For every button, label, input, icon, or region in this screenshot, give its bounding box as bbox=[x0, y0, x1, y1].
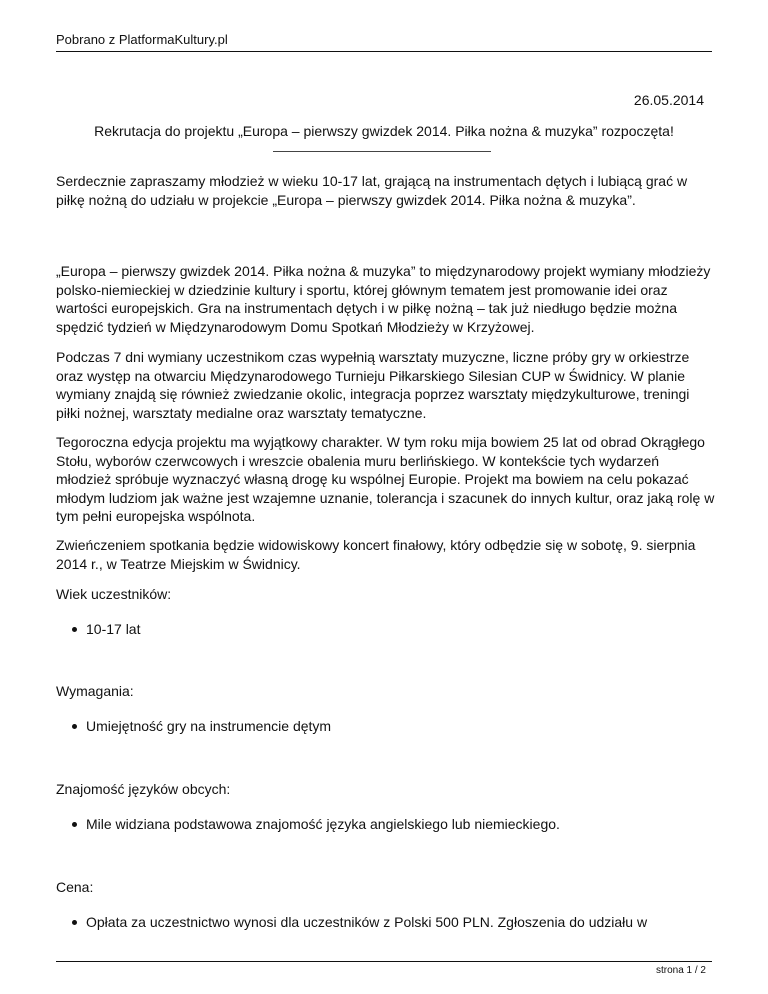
section-heading-price: Cena: bbox=[56, 879, 94, 895]
section-heading-requirements: Wymagania: bbox=[56, 683, 134, 699]
footer-divider bbox=[56, 961, 712, 962]
section-heading-age: Wiek uczestników: bbox=[56, 586, 172, 602]
title-divider bbox=[273, 151, 491, 152]
paragraph-edition: Tegoroczna edycja projektu ma wyjątkowy charakter. W tym roku mija bowiem 25 lat od obrad Okrągłego Stołu, wyborów czerwcowych i wreszcie obalenia muru berlińskiego. W kontekście tych wydarzeń młodzież spróbuje wyznaczyć własną drogę ku wspólnej Europie. Projekt ma bowiem na celu pokazać młodym ludziom jak ważne jest wzajemne uznanie, tolerancja i szacunek do innych kultur, oraz jaką rolę w tym pełni europejska wspólnota. bbox=[56, 434, 715, 524]
list-item-text: Mile widziana podstawowa znajomość języka angielskiego lub niemieckiego. bbox=[86, 816, 560, 832]
paragraph-program: Podczas 7 dni wymiany uczestnikom czas wypełnią warsztaty muzyczne, liczne próby gry w orkiestrze oraz występ na otwarciu Międzynarodowego Turnieju Piłkarskiego Silesian CUP w Świdnicy. W planie wymiany znajdą się również zwiedzanie okolic, integracja poprzez warsztaty międzykulturowe, treningi piłki nożnej, warsztaty medialne oraz warsztaty tematyczne. bbox=[56, 349, 690, 421]
paragraph-concert: Zwieńczeniem spotkania będzie widowiskowy koncert finałowy, który odbędzie się w sobotę, 9. sierpnia 2014 r., w Teatrze Miejskim w Świdnicy. bbox=[56, 537, 696, 572]
bullet-icon bbox=[72, 822, 77, 827]
bullet-icon bbox=[72, 920, 77, 925]
article-title: Rekrutacja do projektu „Europa – pierwszy gwizdek 2014. Piłka nożna & muzyka” rozpoczęta! bbox=[94, 123, 674, 139]
header-divider bbox=[56, 51, 712, 52]
list-item-text: Opłata za uczestnictwo wynosi dla uczestników z Polski 500 PLN. Zgłoszenia do udziału w bbox=[86, 914, 648, 930]
article-date: 26.05.2014 bbox=[633, 92, 704, 108]
bullet-icon bbox=[72, 724, 77, 729]
section-heading-languages: Znajomość języków obcych: bbox=[56, 781, 231, 797]
source-header: Pobrano z PlatformaKultury.pl bbox=[56, 32, 228, 47]
list-item-text: Umiejętność gry na instrumencie dętym bbox=[86, 718, 332, 734]
paragraph-intro: Serdecznie zapraszamy młodzież w wieku 10-17 lat, grającą na instrumentach dętych i lubiącą grać w piłkę nożną do udziału w projekcie „Europa – pierwszy gwizdek 2014. Piłka nożna & muzyka”. bbox=[56, 173, 688, 208]
paragraph-about: „Europa – pierwszy gwizdek 2014. Piłka nożna & muzyka” to międzynarodowy projekt wymiany młodzieży polsko-niemieckiej w dziedzinie kultury i sportu, której głównym tematem jest promowanie idei oraz wartości europejskich. Gra na instrumentach dętych i w piłkę nożną – tak już niedługo będzie można spędzić tydzień w Międzynarodowym Domu Spotkań Młodzieży w Krzyżowej. bbox=[56, 263, 711, 335]
page-number: strona 1 / 2 bbox=[655, 965, 706, 976]
list-item-text: 10-17 lat bbox=[86, 621, 141, 637]
bullet-icon bbox=[72, 627, 77, 632]
